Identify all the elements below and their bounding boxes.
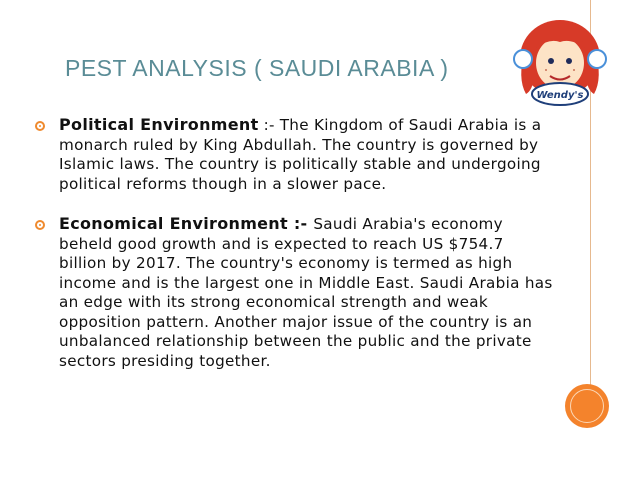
logo-text: Wendy's bbox=[536, 90, 584, 101]
bullet-body: Saudi Arabia's economy beheld good growth and is expected to reach US $754.7 billion by 2017. The country's economy is termed as high income and is the largest one in Middle East. Saudi Arabia has an edge with its strong economical strength and weak opposition pattern. Another major issue of the country is an unbalanced relationship between the public and the private sectors presiding together. bbox=[59, 215, 553, 370]
bullet-separator: :- bbox=[258, 116, 280, 134]
bullet-marker-icon bbox=[35, 220, 45, 230]
bullet-body: The Kingdom of Saudi Arabia is a monarch ruled by King Abdullah. The country is governed by Islamic laws. The country is politically stable and undergoing political reforms though in a slower pace. bbox=[59, 116, 542, 193]
bullet-marker-icon bbox=[35, 121, 45, 131]
bullet-text bbox=[59, 115, 553, 194]
bullet-list bbox=[33, 115, 553, 371]
bullet-text bbox=[59, 214, 553, 371]
bullet-term: Economical Environment :- bbox=[59, 214, 314, 233]
slide-title: PEST ANALYSIS ( SAUDI ARABIA ) bbox=[65, 55, 449, 81]
bullet-term: Political Environment bbox=[59, 115, 259, 134]
bullet-economical bbox=[33, 214, 553, 371]
bullet-political bbox=[33, 115, 553, 194]
wendys-logo bbox=[505, 6, 615, 110]
orange-ring-icon bbox=[570, 389, 604, 423]
